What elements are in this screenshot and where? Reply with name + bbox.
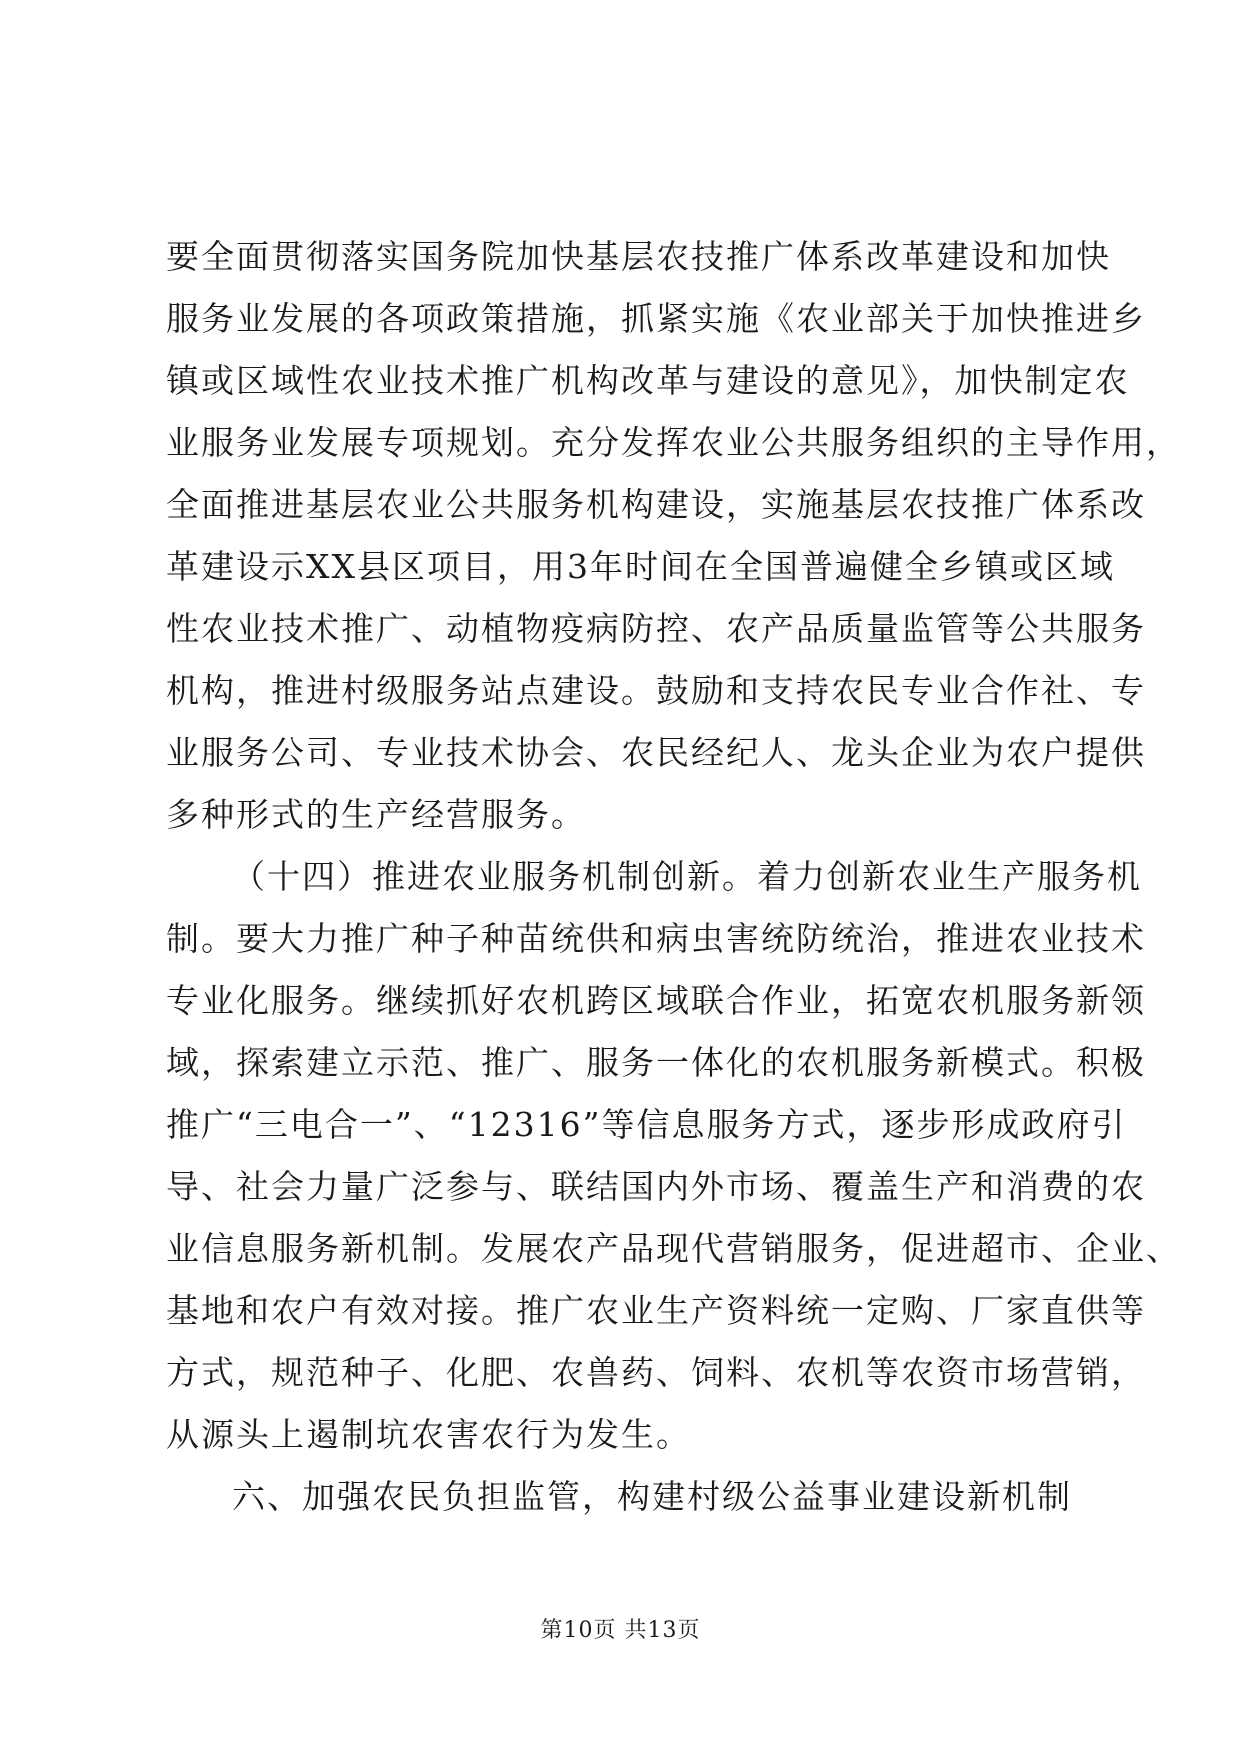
paragraph-line: 多种形式的生产经营服务。 [166,795,586,834]
page-number: 第10页 共13页 [540,1618,701,1643]
paragraph-line: 制。要大力推广种子种苗统供和病虫害统防统治，推进农业技术 [166,919,1146,958]
paragraph-line: 服务业发展的各项政策措施，抓紧实施《农业部关于加快推进乡 [166,299,1146,338]
paragraph-line: 革建设示XX县区项目，用3年时间在全国普遍健全乡镇或区域 [166,547,1115,586]
paragraph-line: 全面推进基层农业公共服务机构建设，实施基层农技推广体系改 [166,485,1146,524]
paragraph-line: 业服务公司、专业技术协会、农民经纪人、龙头企业为农户提供 [166,733,1146,772]
paragraph-line: 域，探索建立示范、推广、服务一体化的农机服务新模式。积极 [166,1043,1146,1082]
section-heading: 六、加强农民负担监管，构建村级公益事业建设新机制 [232,1477,1072,1516]
section-heading-line: （十四）推进农业服务机制创新。着力创新农业生产服务机 [232,857,1142,896]
paragraph-line: 性农业技术推广、动植物疫病防控、农产品质量监管等公共服务 [166,609,1146,648]
document-body [166,226,1181,1528]
paragraph-line: 推广“三电合一”、“12316”等信息服务方式，逐步形成政府引 [166,1105,1127,1144]
paragraph-line: 要全面贯彻落实国务院加快基层农技推广体系改革建设和加快 [166,237,1111,276]
paragraph-line: 机构，推进村级服务站点建设。鼓励和支持农民专业合作社、专 [166,671,1146,710]
paragraph-line: 镇或区域性农业技术推广机构改革与建设的意见》，加快制定农 [166,361,1130,400]
paragraph-line: 方式，规范种子、化肥、农兽药、饲料、农机等农资市场营销， [166,1353,1146,1392]
paragraph-line: 专业化服务。继续抓好农机跨区域联合作业，拓宽农机服务新领 [166,981,1146,1020]
paragraph-line: 基地和农户有效对接。推广农业生产资料统一定购、厂家直供等 [166,1291,1146,1330]
paragraph-line: 业服务业发展专项规划。充分发挥农业公共服务组织的主导作用， [166,423,1181,462]
paragraph-line: 业信息服务新机制。发展农产品现代营销服务，促进超市、企业、 [166,1229,1181,1268]
paragraph-line: 从源头上遏制坑农害农行为发生。 [166,1415,691,1454]
paragraph-line: 导、社会力量广泛参与、联结国内外市场、覆盖生产和消费的农 [166,1167,1146,1206]
